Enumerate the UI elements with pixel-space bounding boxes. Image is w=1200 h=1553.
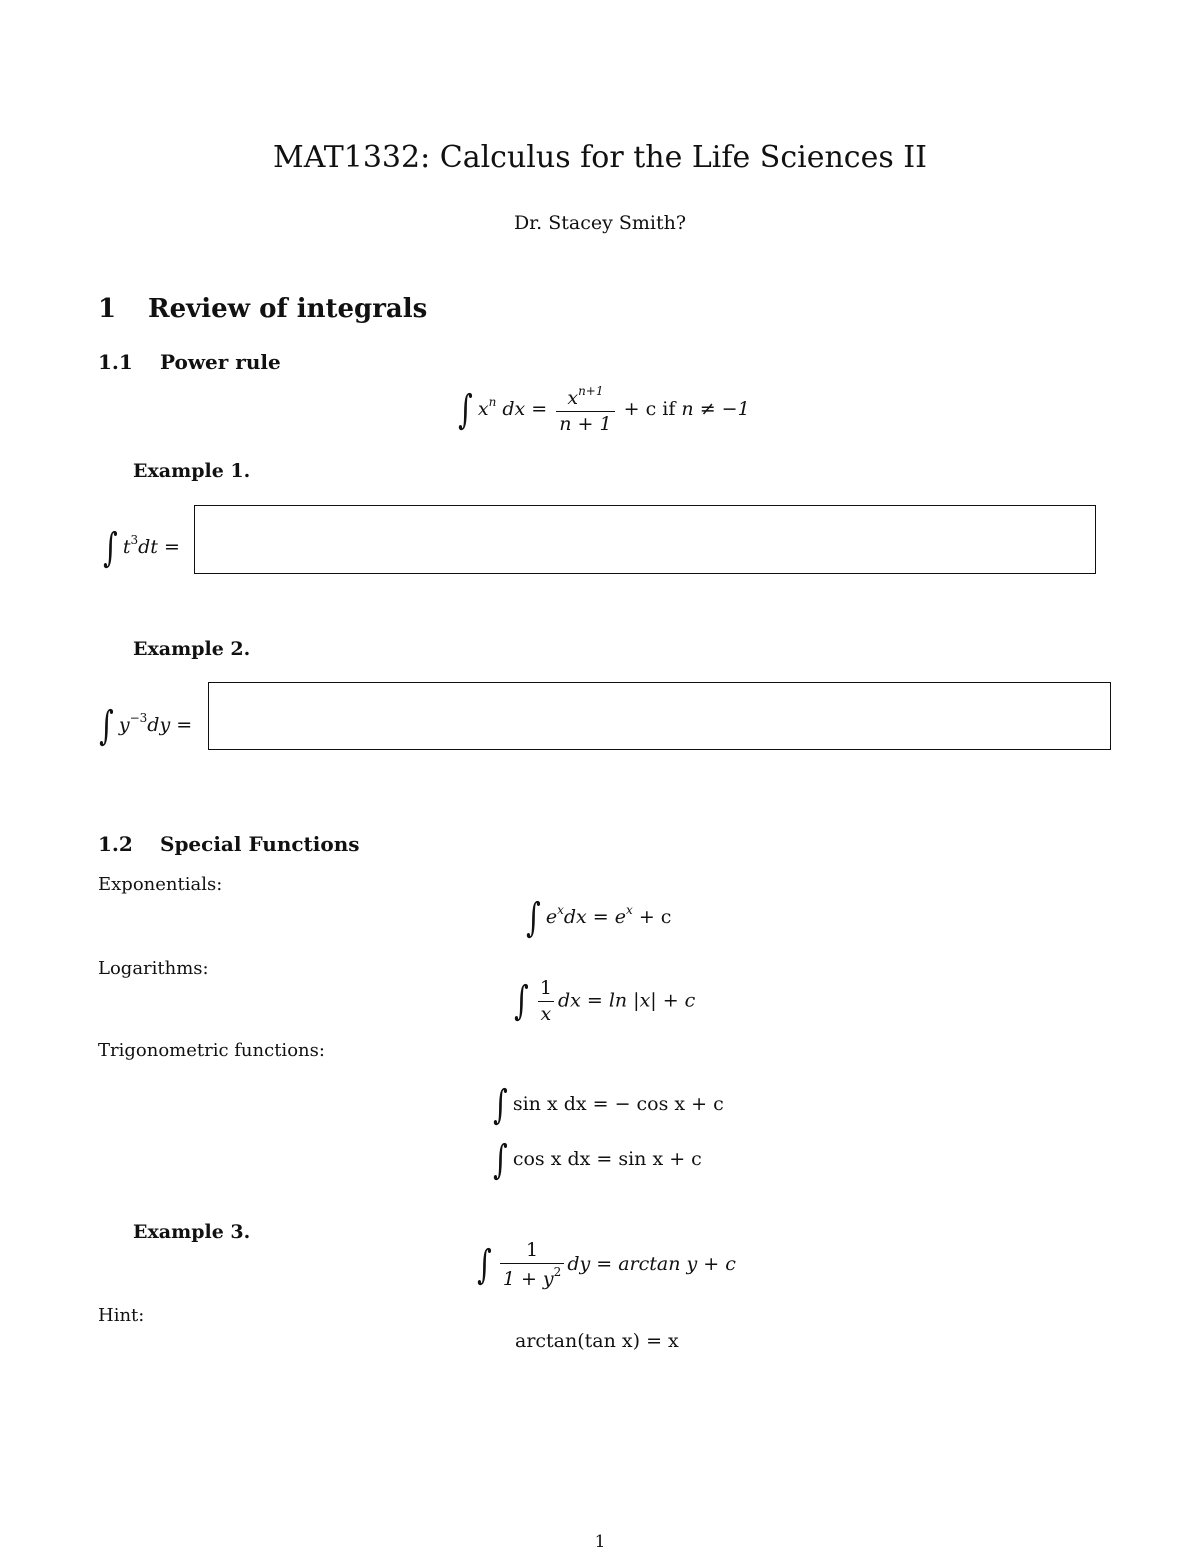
author-name: Dr. Stacey Smith? [513, 212, 687, 234]
subsection-number: 1.2 [98, 832, 133, 856]
hint-label: Hint: [98, 1305, 145, 1326]
subsection-title: Power rule [160, 350, 281, 374]
power-rule-formula: ∫ $x^n$ dx = $\frac{x^{n+1}}{n + 1}$ + c if n ≠ −1 [458, 384, 750, 435]
exponent: n [488, 394, 497, 409]
formula-tail: + c if [623, 397, 676, 420]
section-number: 1 [98, 294, 117, 324]
page-number: 1 [594, 1532, 606, 1552]
logarithms-label: Logarithms: [98, 958, 209, 979]
differential: dx [502, 397, 526, 420]
condition: n ≠ −1 [681, 397, 750, 420]
section-title: Review of integrals [148, 294, 428, 324]
example-2-label: Example 2. [133, 638, 251, 660]
trig-formula-sin: ∫ sin x dx = − cos x + c [493, 1082, 724, 1128]
subsection-title: Special Functions [160, 832, 360, 856]
page-title: MAT1332: Calculus for the Life Sciences II [273, 140, 927, 175]
trig-formula-cos: ∫ cos x dx = sin x + c [493, 1137, 702, 1183]
example-1-answer-box[interactable] [194, 505, 1096, 574]
example-1-label: Example 1. [133, 460, 251, 482]
fraction: $\frac{x^{n+1}}{n + 1}$ [556, 385, 614, 435]
subsection-number: 1.1 [98, 350, 133, 374]
logarithm-formula: ∫ $\frac{1}{x}$ dx = ln |x| + c [514, 977, 696, 1025]
example-1-formula: ∫ $t^3dt$ = [103, 525, 180, 571]
hint-formula: arctan(tan x) = x [515, 1330, 679, 1352]
trig-label: Trigonometric functions: [98, 1040, 325, 1061]
integrand: x [477, 397, 489, 420]
example-2-answer-box[interactable] [208, 682, 1111, 750]
example-3-formula: ∫ $\frac{1}{1 + y^2}$ dy = arctan y + c [477, 1239, 736, 1290]
exponentials-label: Exponentials: [98, 874, 223, 895]
exponential-formula: ∫ $e^xdx = e^x + c$ [526, 895, 672, 941]
example-2-formula: ∫ $y^{-3}dy$ = [99, 703, 193, 749]
example-3-label: Example 3. [133, 1221, 251, 1243]
equals-sign: = [531, 397, 548, 420]
